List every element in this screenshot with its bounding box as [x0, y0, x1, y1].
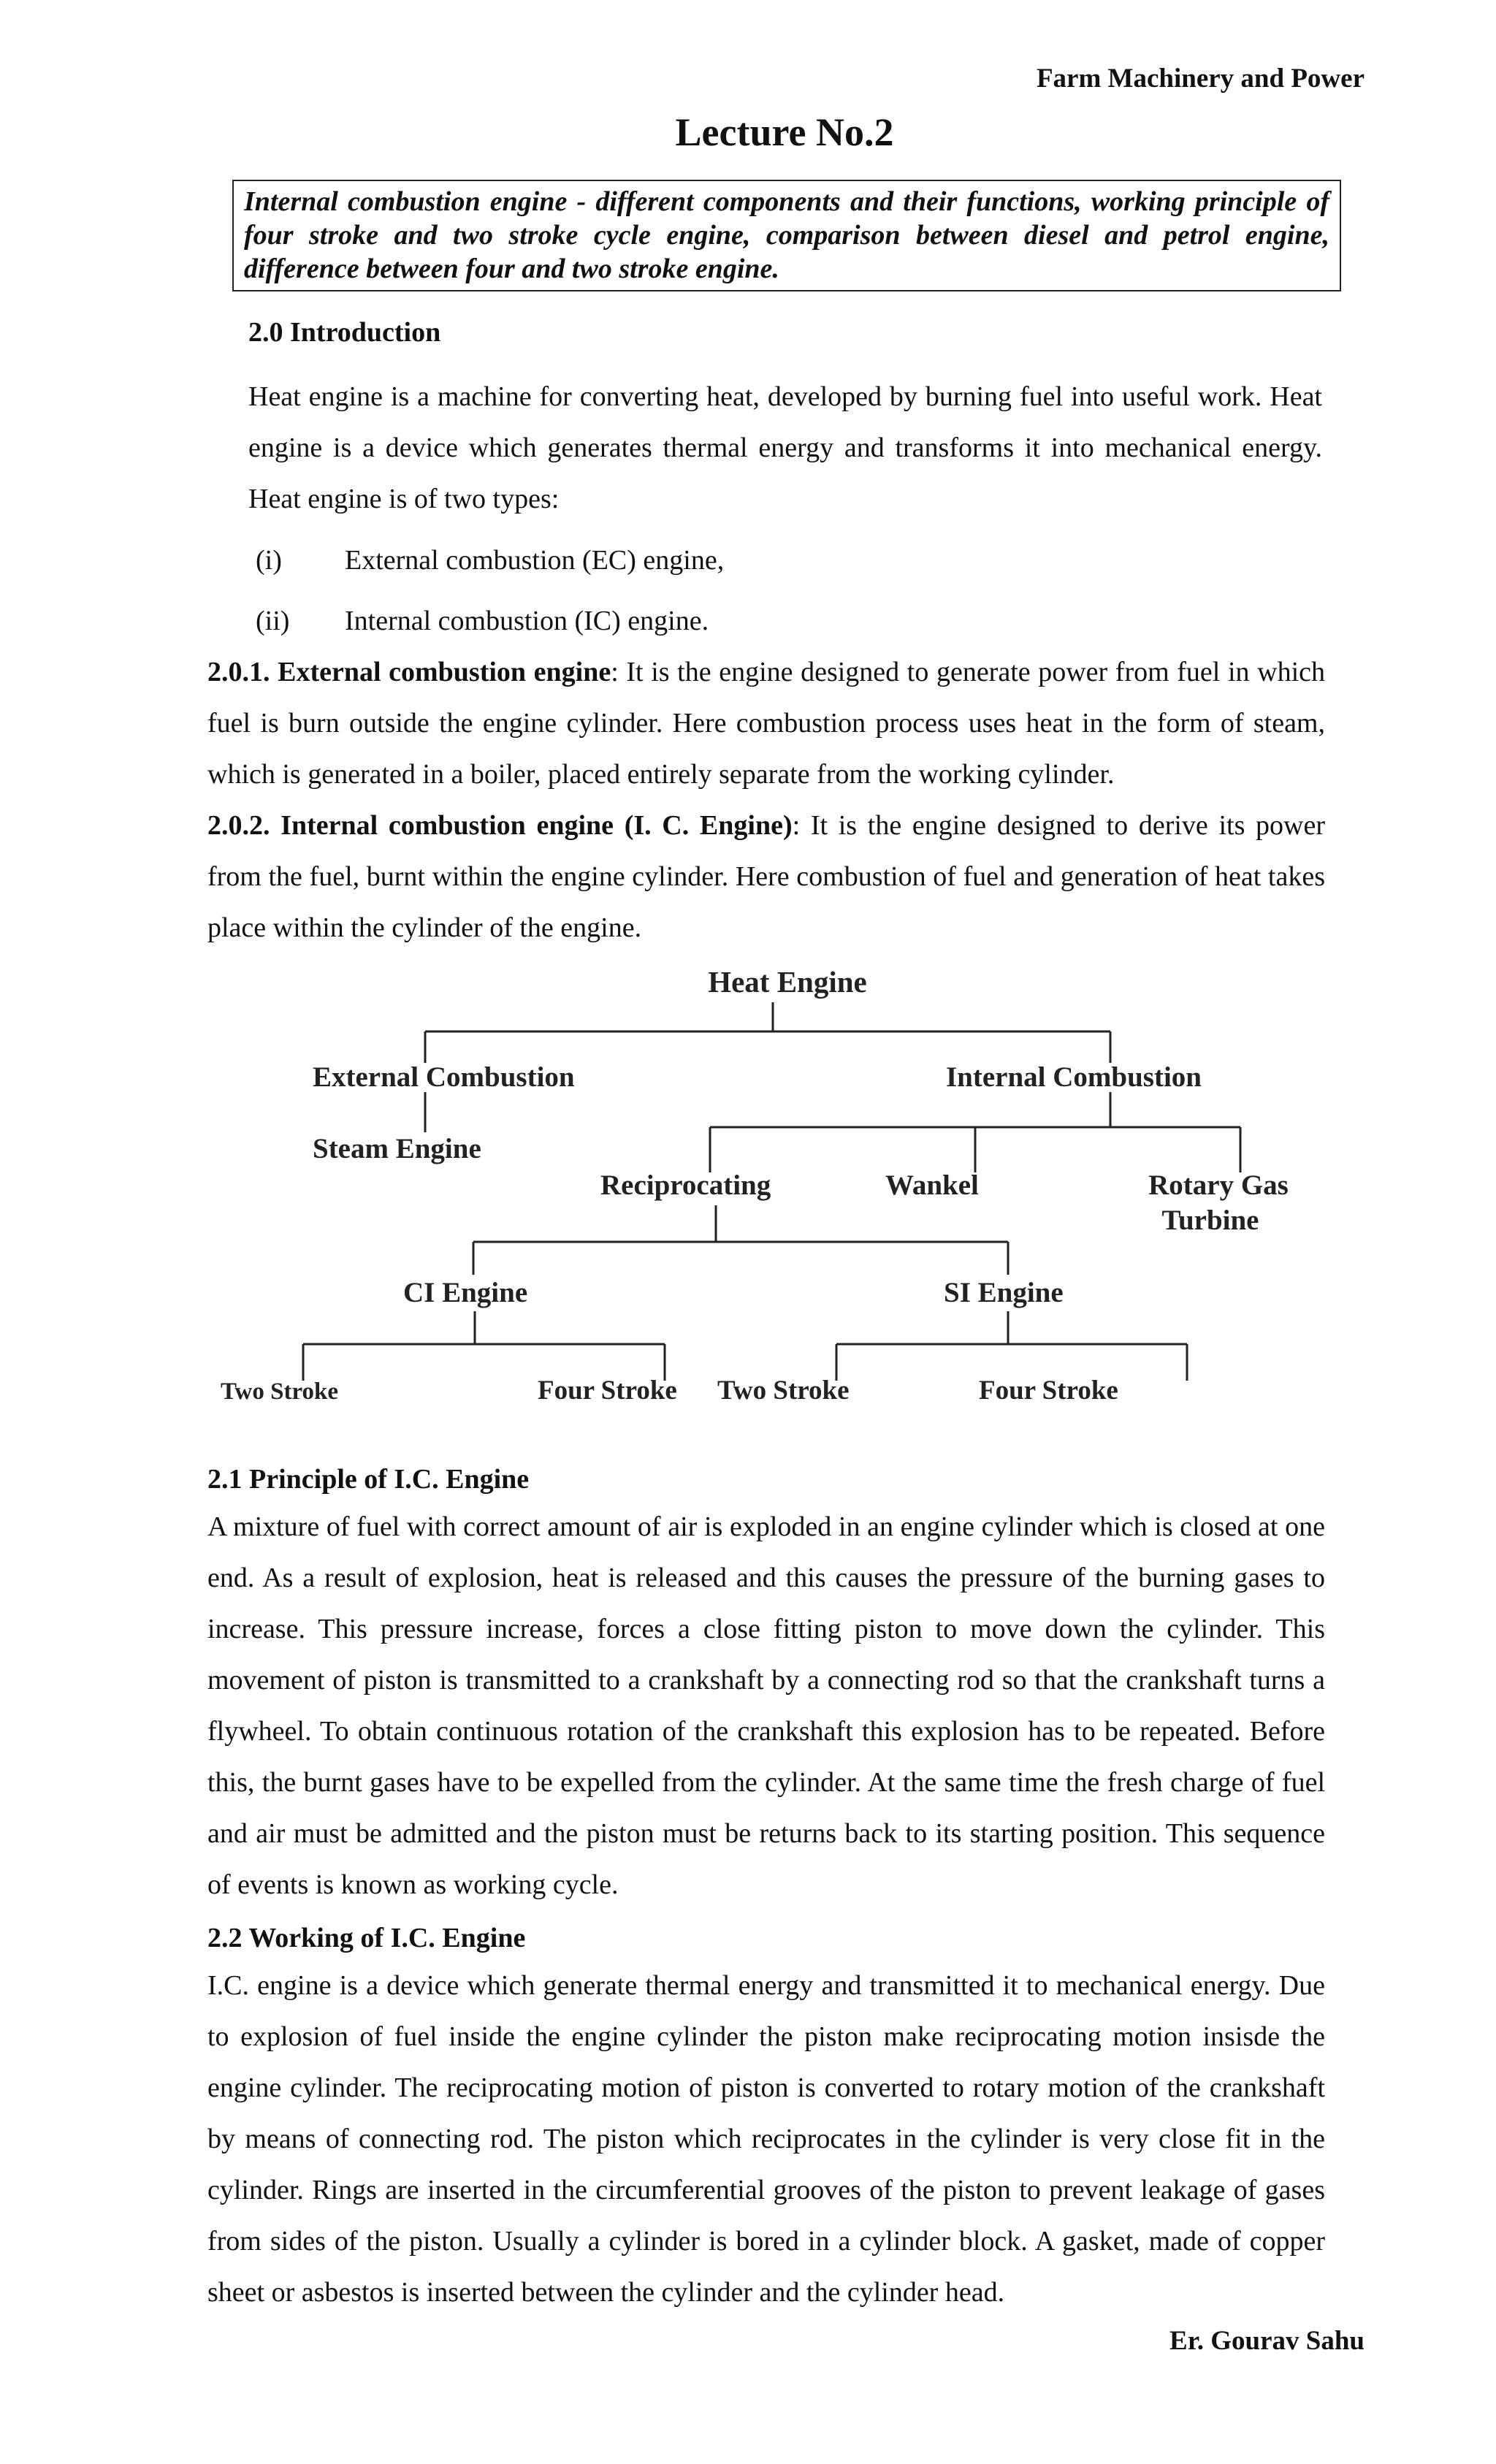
node-steam-engine: Steam Engine — [313, 1133, 481, 1164]
lecture-scope-box: Internal combustion engine - different components and their functions, working principle of four stroke and two stroke cycle engine, comparison between diesel and petrol engine, difference between four and two stroke engine. — [232, 180, 1341, 291]
list-number: (i) — [256, 545, 282, 576]
ec-definition — [207, 646, 1325, 800]
ec-label: 2.0.1. External combustion engine — [207, 657, 611, 687]
principle-heading: 2.1 Principle of I.C. Engine — [207, 1464, 530, 1495]
ic-text: : It is the engine designed to derive its power from the fuel, burnt within the engine cylinder. Here combustion of fuel and generation of heat takes place within the cylinder of the engine. — [207, 810, 1325, 943]
working-paragraph: I.C. engine is a device which generate thermal energy and transmitted it to mechanical energy. Due to explosion of fuel inside the engine cylinder the piston make reciprocating motion insisde the engine cylinder. The reciprocating motion of piston is converted to rotary motion of the crankshaft by means of connecting rod. The piston which reciprocates in the cylinder is very close fit in the cylinder. Rings are inserted in the circumferential grooves of the piston to prevent leakage of gases from sides of the piston. Usually a cylinder is bored in a cylinder block. A gasket, made of copper sheet or asbestos is inserted between the cylinder and the cylinder head. — [207, 1970, 1325, 2308]
working-heading: 2.2 Working of I.C. Engine — [207, 1923, 526, 1953]
lecture-title: Lecture No.2 — [675, 110, 894, 154]
node-ci-two-stroke: Two Stroke — [221, 1378, 339, 1405]
list-text: External combustion (EC) engine, — [345, 545, 725, 576]
node-ci-four-stroke: Four Stroke — [538, 1376, 677, 1405]
list-item-ic — [256, 595, 709, 646]
node-ci-engine: CI Engine — [403, 1277, 528, 1308]
ic-label: 2.0.2. Internal combustion engine (I. C. Engine) — [207, 810, 793, 841]
ic-definition — [207, 800, 1325, 953]
course-name: Farm Machinery and Power — [1036, 64, 1365, 94]
node-heat-engine: Heat Engine — [708, 965, 867, 999]
intro-heading: 2.0 Introduction — [248, 317, 441, 348]
node-si-two-stroke: Two Stroke — [717, 1376, 850, 1405]
heat-engine-classification-diagram — [212, 953, 1322, 1435]
node-internal-combustion: Internal Combustion — [946, 1061, 1202, 1093]
ec-text: : It is the engine designed to generate power from fuel in which fuel is burn outside the engine cylinder. Here combustion process uses heat in the form of steam, which is generated in a boiler, placed entirely separate from the working cylinder. — [207, 657, 1325, 790]
author-name: Er. Gourav Sahu — [1169, 2326, 1365, 2356]
node-external-combustion: External Combustion — [313, 1061, 575, 1093]
node-si-four-stroke: Four Stroke — [979, 1376, 1118, 1405]
node-wankel: Wankel — [885, 1170, 979, 1201]
node-reciprocating: Reciprocating — [600, 1170, 771, 1201]
diagram-connectors — [303, 1002, 1240, 1381]
list-text: Internal combustion (IC) engine. — [345, 606, 709, 636]
intro-paragraph: Heat engine is a machine for converting heat, developed by burning fuel into useful work. Heat engine is a device which generates thermal energy and transforms it into mechanical energy. Heat engine is of two types: — [248, 381, 1322, 514]
node-si-engine: SI Engine — [944, 1277, 1064, 1308]
node-rotary-gas: Rotary Gas — [1148, 1170, 1289, 1201]
principle-paragraph: A mixture of fuel with correct amount of air is exploded in an engine cylinder which is closed at one end. As a result of explosion, heat is released and this causes the pressure of the burning gases to increase. This pressure increase, forces a close fitting piston to move down the cylinder. This movement of piston is transmitted to a crankshaft by a connecting rod so that the crankshaft turns a flywheel. To obtain continuous rotation of the crankshaft this explosion has to be repeated. Before this, the burnt gases have to be expelled from the cylinder. At the same time the fresh charge of fuel and air must be admitted and the piston must be returns back to its starting position. This sequence of events is known as working cycle. — [207, 1511, 1325, 1900]
node-turbine: Turbine — [1161, 1205, 1259, 1236]
list-item-ec — [256, 535, 724, 586]
list-number: (ii) — [256, 606, 290, 636]
